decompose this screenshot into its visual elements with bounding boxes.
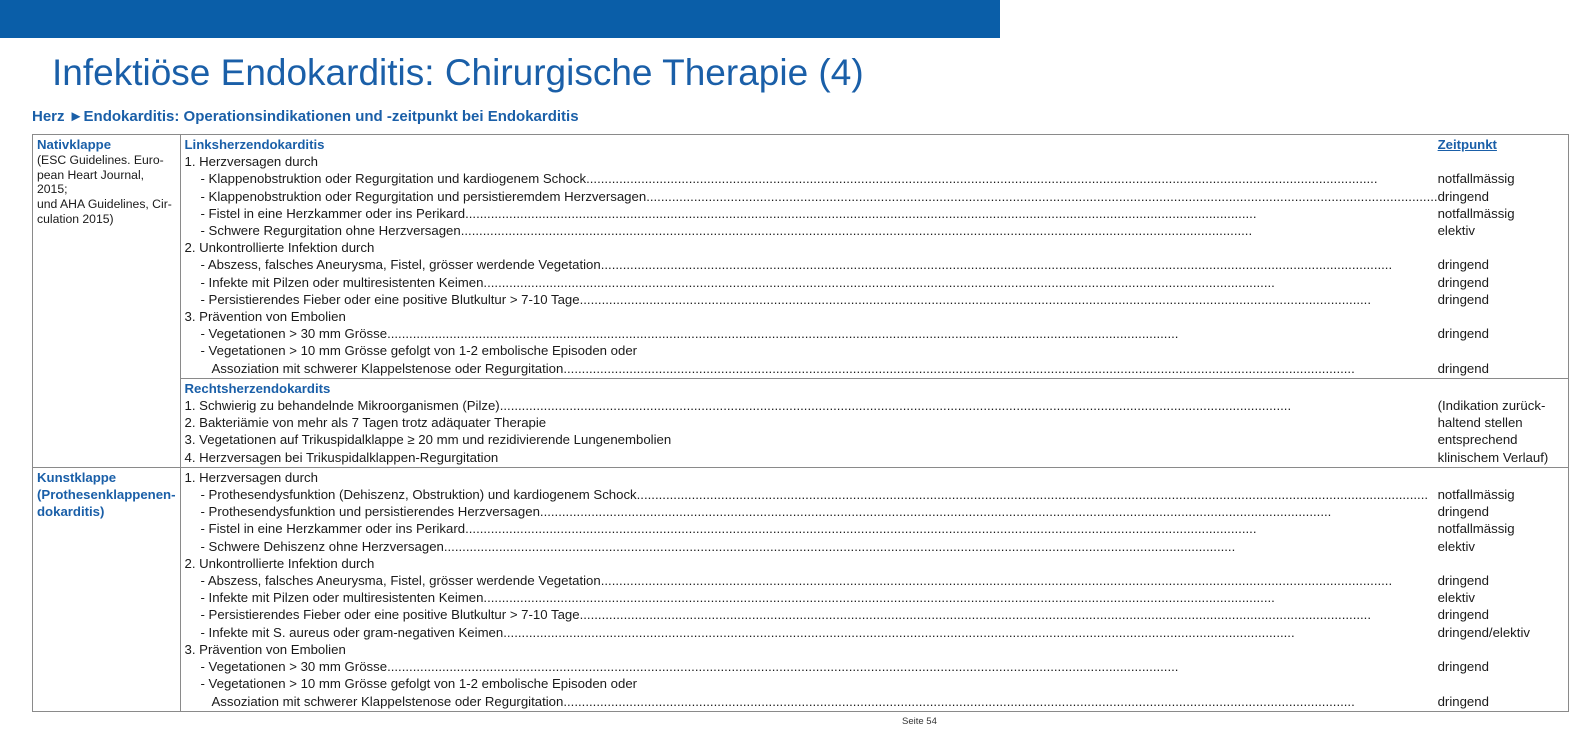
- dot-leader: [580, 291, 1438, 308]
- item-text: - Schwere Dehiszenz ohne Herzversagen: [200, 538, 444, 554]
- list-item: [185, 431, 1568, 448]
- timing-value: (Indikation zurück-: [1437, 398, 1546, 414]
- timing-value: dringend/elektiv: [1437, 624, 1530, 640]
- list-item: [185, 658, 1568, 675]
- right-heart-cell: [180, 378, 1568, 467]
- prosthetic-valve-cell: [33, 467, 181, 711]
- item-text: - Vegetationen > 10 mm Grösse gefolgt von 1-2 embolische Episoden oder: [200, 676, 638, 692]
- timing-value: dringend: [1437, 291, 1489, 307]
- list-item: [185, 256, 1568, 273]
- timing-value: dringend: [1437, 257, 1489, 273]
- list-item: [185, 641, 1568, 658]
- item-text: 1. Schwierig zu behandelnde Mikroorganismen (Pilze): [184, 398, 500, 414]
- timing-value: dringend: [1437, 274, 1489, 290]
- dot-leader: [637, 486, 1438, 503]
- list-item: [185, 469, 1568, 486]
- timing-value: elektiv: [1437, 223, 1475, 239]
- timing-value: dringend: [1437, 573, 1489, 589]
- item-text: - Schwere Regurgitation ohne Herzversagen: [200, 223, 461, 239]
- left-heart-list: [185, 153, 1568, 377]
- table-row: [33, 378, 1569, 467]
- dot-leader: [387, 658, 1438, 675]
- right-heart-list: [185, 397, 1568, 466]
- list-item: [185, 308, 1568, 325]
- item-text: - Abszess, falsches Aneurysma, Fistel, grösser werdende Vegetation: [200, 573, 601, 589]
- item-text: - Vegetationen > 30 mm Grösse: [200, 659, 388, 675]
- item-text: - Prothesendysfunktion und persistierendes Herzversagen: [200, 504, 540, 520]
- slide-title: Infektiöse Endokarditis: Chirurgische Therapie (4): [52, 52, 864, 93]
- item-text: 3. Prävention von Embolien: [184, 309, 346, 325]
- item-text: - Vegetationen > 10 mm Grösse gefolgt von 1-2 embolische Episoden oder: [200, 343, 638, 359]
- dot-leader: [601, 572, 1438, 589]
- timing-value: notfallmässig: [1437, 487, 1515, 503]
- timing-value: dringend: [1437, 360, 1489, 376]
- list-item: [185, 205, 1568, 222]
- item-text: 2. Unkontrollierte Infektion durch: [184, 555, 375, 571]
- timing-value: klinischem Verlauf): [1437, 449, 1549, 465]
- item-text: 1. Herzversagen durch: [184, 154, 318, 170]
- item-text: - Infekte mit Pilzen oder multiresistenten Keimen: [200, 274, 484, 290]
- list-item: [185, 555, 1568, 572]
- dot-leader: [465, 205, 1438, 222]
- timing-value: notfallmässig: [1437, 205, 1515, 221]
- list-item: [185, 291, 1568, 308]
- item-text: - Klappenobstruktion oder Regurgitation und kardiogenem Schock: [200, 171, 587, 187]
- dot-leader: [465, 520, 1438, 537]
- item-text: - Vegetationen > 30 mm Grösse: [200, 326, 388, 342]
- list-item: [185, 693, 1568, 710]
- dot-leader: [461, 222, 1438, 239]
- item-text: 3. Vegetationen auf Trikuspidalklappe ≥ 20 mm und rezidivierende Lungenembolien: [184, 432, 672, 448]
- timing-value: dringend: [1437, 504, 1489, 520]
- dot-leader: [483, 589, 1437, 606]
- list-item: [185, 153, 1568, 170]
- item-text: - Persistierendes Fieber oder eine positive Blutkultur > 7-10 Tage: [200, 291, 580, 307]
- dot-leader: [483, 274, 1437, 291]
- dot-leader: [500, 397, 1438, 414]
- timing-value: haltend stellen: [1437, 415, 1523, 431]
- top-bar: [0, 0, 1000, 38]
- left-heart-header: [185, 136, 1568, 153]
- list-item: [185, 503, 1568, 520]
- native-valve-label: Nativklappe: [37, 137, 112, 152]
- left-heart-heading: Linksherzendokarditis: [184, 137, 325, 152]
- timing-value: [1438, 469, 1568, 486]
- left-heart-cell: [180, 135, 1568, 379]
- timing-value: elektiv: [1437, 590, 1475, 606]
- list-item: [185, 589, 1568, 606]
- item-text: - Prothesendysfunktion (Dehiszenz, Obstruktion) und kardiogenem Schock: [200, 487, 637, 503]
- list-item: [185, 397, 1568, 414]
- item-text: - Klappenobstruktion oder Regurgitation und persistieremdem Herzversagen: [200, 188, 647, 204]
- page-number: Seite 54: [902, 716, 937, 727]
- list-item: [185, 449, 1568, 466]
- timing-heading: Zeitpunkt: [1437, 137, 1497, 152]
- timing-value: [1438, 342, 1568, 359]
- list-item: [185, 606, 1568, 623]
- table-row: [33, 467, 1569, 711]
- list-item: [185, 342, 1568, 359]
- item-text: - Infekte mit S. aureus oder gram-negativen Keimen: [200, 624, 504, 640]
- prosthetic-valve-label: Kunstklappe (Prothesenklappenen- dokarditis): [37, 469, 176, 520]
- timing-value: [1438, 153, 1568, 170]
- timing-value: dringend: [1437, 693, 1489, 709]
- timing-value: dringend: [1437, 326, 1489, 342]
- list-item: [185, 486, 1568, 503]
- timing-value: [1438, 239, 1568, 256]
- list-item: [185, 188, 1568, 205]
- list-item: [185, 520, 1568, 537]
- guideline-note: (ESC Guidelines. Euro- pean Heart Journal, 2015; und AHA Guidelines, Cir- culation 2015): [37, 153, 172, 226]
- timing-value: notfallmässig: [1437, 521, 1515, 537]
- list-item: [185, 360, 1568, 377]
- dot-leader: [387, 325, 1438, 342]
- list-item: [185, 325, 1568, 342]
- list-item: [185, 414, 1568, 431]
- item-text: 2. Unkontrollierte Infektion durch: [184, 240, 375, 256]
- dot-leader: [601, 256, 1438, 273]
- timing-value: [1438, 308, 1568, 325]
- item-text: 3. Prävention von Embolien: [184, 641, 346, 657]
- item-text: - Abszess, falsches Aneurysma, Fistel, grösser werdende Vegetation: [200, 257, 601, 273]
- dot-leader: [503, 624, 1437, 641]
- list-item: [185, 170, 1568, 187]
- table-row: [33, 135, 1569, 379]
- item-text: - Persistierendes Fieber oder eine positive Blutkultur > 7-10 Tage: [200, 607, 580, 623]
- item-text: 2. Bakteriämie von mehr als 7 Tagen trotz adäquater Therapie: [184, 415, 547, 431]
- list-item: [185, 538, 1568, 555]
- item-text: Assoziation mit schwerer Klappelstenose oder Regurgitation: [211, 693, 564, 709]
- item-text: Assoziation mit schwerer Klappelstenose oder Regurgitation: [211, 360, 564, 376]
- list-item: [185, 624, 1568, 641]
- timing-value: dringend: [1437, 607, 1489, 623]
- dot-leader: [563, 693, 1437, 710]
- list-item: [185, 675, 1568, 692]
- timing-value: elektiv: [1437, 538, 1475, 554]
- item-text: 1. Herzversagen durch: [184, 469, 318, 485]
- indications-table: [32, 134, 1569, 712]
- dot-leader: [563, 360, 1437, 377]
- timing-value: notfallmässig: [1437, 171, 1515, 187]
- timing-value: entsprechend: [1437, 432, 1518, 448]
- dot-leader: [540, 503, 1438, 520]
- dot-leader: [444, 538, 1438, 555]
- list-item: [185, 572, 1568, 589]
- dot-leader: [580, 606, 1438, 623]
- list-item: [185, 239, 1568, 256]
- dot-leader: [646, 188, 1437, 205]
- item-text: 4. Herzversagen bei Trikuspidalklappen-Regurgitation: [184, 449, 499, 465]
- list-item: [185, 274, 1568, 291]
- right-heart-heading: Rechtsherzendokardits: [184, 380, 331, 396]
- timing-value: [1438, 675, 1568, 692]
- prosthetic-list-cell: [180, 467, 1568, 711]
- timing-value: dringend: [1437, 188, 1489, 204]
- item-text: - Infekte mit Pilzen oder multiresistenten Keimen: [200, 590, 484, 606]
- item-text: - Fistel in eine Herzkammer oder ins Perikard: [200, 521, 466, 537]
- timing-value: dringend: [1437, 659, 1489, 675]
- native-valve-cell: [33, 135, 181, 468]
- table-subtitle: Herz ►Endokarditis: Operationsindikationen und -zeitpunkt bei Endokarditis: [32, 108, 579, 125]
- dot-leader: [586, 170, 1437, 187]
- item-text: - Fistel in eine Herzkammer oder ins Perikard: [200, 205, 466, 221]
- timing-value: [1438, 641, 1568, 658]
- prosthetic-list: [185, 469, 1568, 710]
- timing-value: [1438, 555, 1568, 572]
- list-item: [185, 222, 1568, 239]
